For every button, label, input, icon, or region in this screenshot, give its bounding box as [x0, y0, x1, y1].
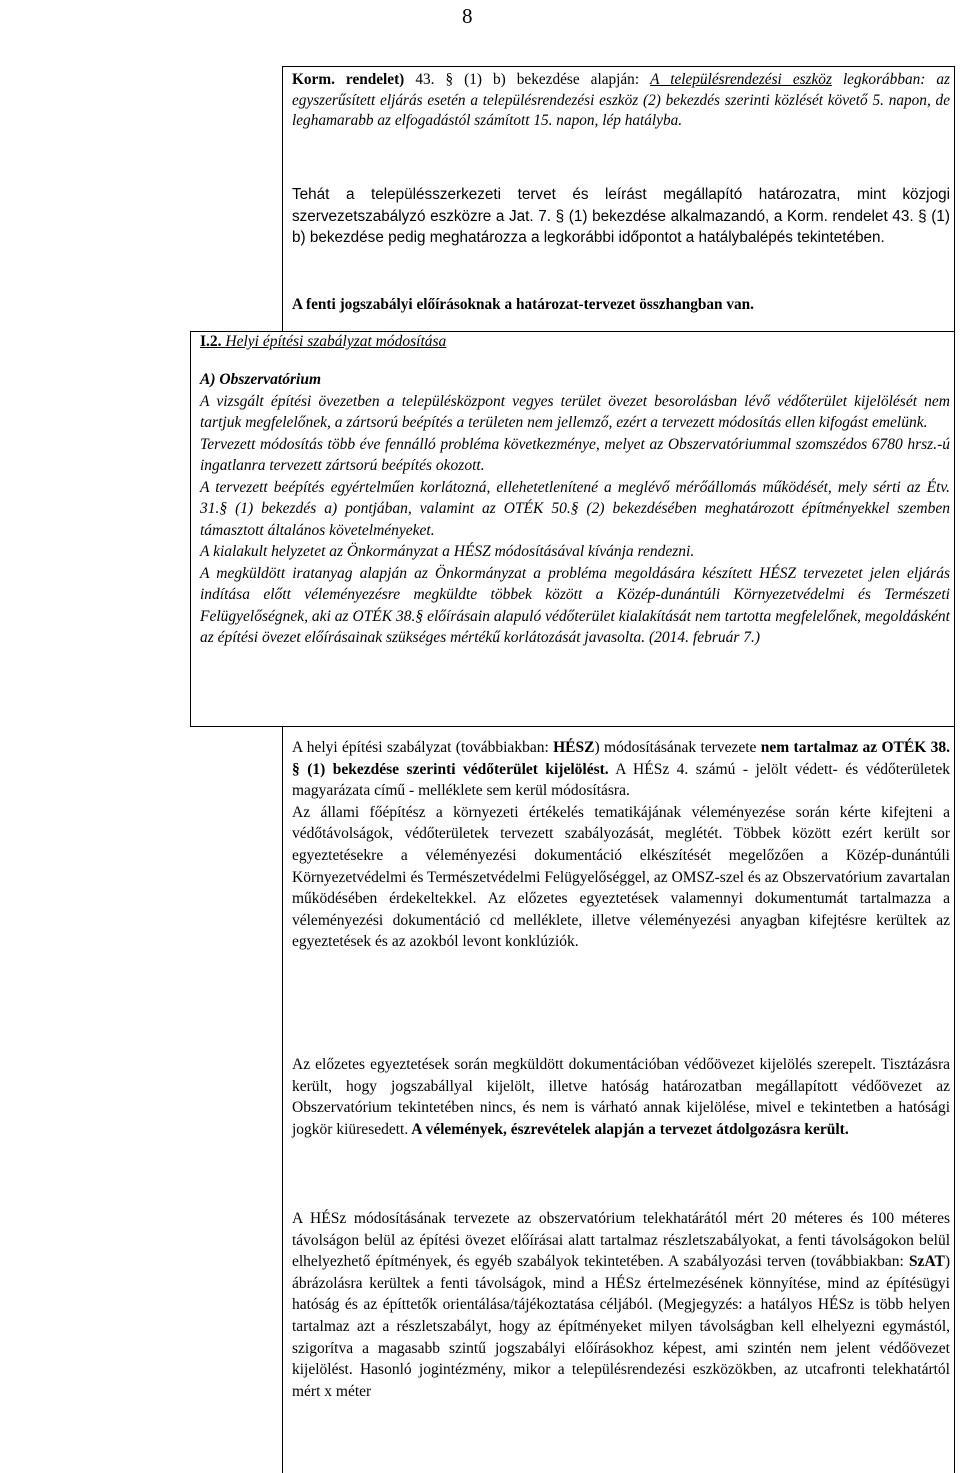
compliance-text: A fenti jogszabályi előírásoknak a határozat-tervezet összhangban van.	[292, 296, 755, 313]
legal-quote-bold: Korm. rendelet)	[292, 71, 405, 88]
conclusion-paragraph	[292, 184, 950, 249]
response-block-3	[292, 1208, 950, 1402]
response-block-2	[292, 1054, 950, 1140]
legal-quote-italic: legkorábban: az egyszerűsített eljárás esetén a településrendezési eszköz (2) bekezdés szerinti közlését követő 5. napon, de leghamarabb az elfogadástól számított 15. napon, lép hatályba.	[292, 71, 950, 129]
observatory-paragraph-1: A vizsgált építési övezetben a településközpont vegyes terület övezet besorolásban lévő védőterület kijelölését nem tartjuk megfelelőnek, a zártsorú beépítés a területen nem jellemző, ezért a tervezett módosítás ellen kifogást emelünk.	[200, 392, 950, 431]
observatory-paragraph-5: A megküldött iratanyag alapján az Önkormányzat a probléma megoldására készített HÉSZ tervezetet jelen eljárás indítása előtt véleményezésre megküldte többek között a Közép-dunántúli Környezetvédelmi és Természeti Felügyelőségnek, aki az OTÉK 38.§ előírásain alapuló védőterület kialakítását nem tartotta megfelelőnek, megoldásként az építési övezet előírásainak szükséges mértékű korlátozását javasolta. (2014. február 7.)	[200, 564, 950, 646]
response3-szat: SzAT	[908, 1253, 945, 1271]
response1-paragraph-2: Az állami főépítész a környezeti értékelés tematikájának véleményezése során kérte kifejteni a védőtávolságok, védőterületek tervezett szabályozását, meglétét. Többek között ezért került sor egyeztetésekre a véleményezési dokumentáció elkészítését megelőzően a Közép-dunántúli Környezetvédelmi és Természetvédelmi Felügyelőséggel, az OMSZ-szel és az Obszervatórium zavartalan működésében érdekeltekkel. Az előzetes egyeztetések valamennyi dokumentumát tartalmazza a véleményezési dokumentáció cd melléklete, illetve véleményezési anyagban kifejtésre kerültek az egyeztetések és az azokból levont konklúziók.	[292, 803, 950, 951]
response3-text-a: A HÉSz módosításának tervezete az obszervatórium telekhatárától mért 20 méteres és 100 méteres távolságon belül az építési övezet előírásai alatt tartalmaz részletszabályokat, a fenti távolságokon belül elhelyezhető építmények, és egyéb szabályok tekintetében. A szabályozási terven (továbbiakban:	[292, 1210, 950, 1271]
legal-quote-underlined: A településrendezési eszköz	[650, 71, 832, 88]
legal-quote-ref: 43. § (1) b) bekezdése alapján:	[404, 71, 651, 88]
legal-quote-paragraph	[292, 70, 950, 132]
frame-line-right	[954, 66, 955, 1473]
frame-line-top	[282, 66, 954, 67]
response1-text-d: A HÉSz 4. számú - jelölt védett- és védőterületek magyarázata című - melléklete sem kerül módosításra.	[292, 760, 950, 800]
frame-line-lower	[190, 726, 954, 727]
section-number: I.2.	[200, 333, 222, 350]
frame-line-middle	[190, 331, 954, 332]
compliance-statement	[292, 296, 950, 314]
response-block-1	[292, 737, 950, 953]
frame-line-left-upper	[282, 66, 283, 331]
section-title: Helyi építési szabályzat módosítása	[225, 333, 447, 350]
section-heading	[200, 333, 446, 351]
conclusion-text: Tehát a településszerkezeti tervet és leírást megállapító határozatra, mint közjogi szervezetszabályzó eszközre a Jat. 7. § (1) bekezdése alkalmazandó, a Korm. rendelet 43. § (1) b) bekezdése pedig meghatározza a legkorábbi időpontot a hatálybalépés tekintetében.	[292, 186, 950, 246]
observatory-block	[200, 369, 950, 649]
frame-line-left-middle	[190, 331, 191, 726]
observatory-subheading: A) Obszervatórium	[200, 371, 321, 388]
response1-hesz: HÉSZ	[553, 739, 595, 756]
page-number: 8	[462, 4, 473, 28]
response3-text-b: ) ábrázolásra kerültek a fenti távolságok, mind a HÉSz értelmezésének könnyítése, mind az építésügyi hatóság és az építtetők orientálása/tájékoztatása céljából. (Megjegyzés: a hatályos HÉSz is több helyen tartalmaz azt a részletszabályt, hogy az építményeket milyen távolságban kell elhelyezni egymástól, szigorítva a magasabb szintű jogszabályi előírásokhoz képest, ami szintén nem jelent védőövezet kijelölést. Hasonló jogintézmény, mikor a településrendezési eszközökben, az utcafronti telekhatártól mért x méter	[292, 1253, 950, 1400]
response2-text: Az előzetes egyeztetések során megküldött dokumentációban védőövezet kijelölés szerepelt. Tisztázásra került, hogy jogszabállyal kijelölt, illetve hatóság határozatban megállapított védőövezet az Obszervatórium tekintetében nincs, és nem is várható annak kijelölése, mivel e tekintetben a hatósági jogkör kiüresedett.	[292, 1056, 950, 1138]
response1-text-b: ) módosításának tervezete	[594, 739, 761, 756]
observatory-paragraph-3: A tervezett beépítés egyértelműen korlátozná, ellehetetlenítené a meglévő mérőállomás működését, mely sérti az Étv. 31.§ (1) bekezdés a) pontjában, valamint az OTÉK 50.§ (2) bekezdésében meghatározott építményekkel szemben támasztott általános követelményeket.	[200, 478, 950, 539]
response2-bold: A vélemények, észrevételek alapján a tervezet átdolgozásra került.	[408, 1120, 849, 1138]
observatory-paragraph-2: Tervezett módosítás több éve fennálló probléma következménye, melyet az Obszervatóriummal szomszédos 6780 hrsz.-ú ingatlanra tervezett zártsorú beépítés okozott.	[200, 435, 950, 474]
response1-bold: nem tartalmaz az OTÉK 38. § (1) bekezdése szerinti védőterület kijelölést.	[292, 739, 950, 778]
observatory-paragraph-4: A kialakult helyzetet az Önkormányzat a HÉSZ módosításával kívánja rendezni.	[200, 543, 695, 560]
frame-line-left-lower	[282, 726, 283, 1473]
response1-text-a: A helyi építési szabályzat (továbbiakban:	[292, 739, 554, 756]
